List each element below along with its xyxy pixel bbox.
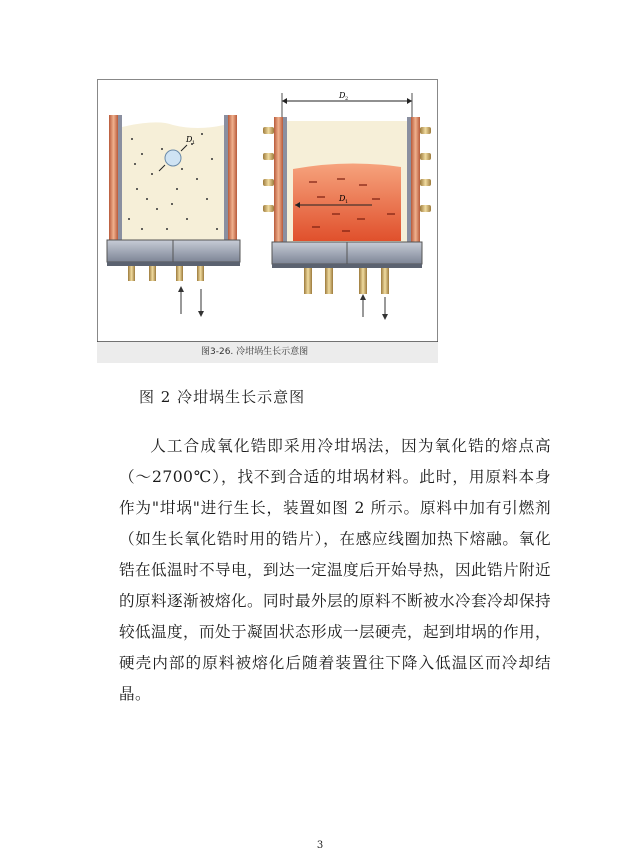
svg-text:1: 1 — [345, 199, 349, 205]
figure-caption: 图 2 冷坩埚生长示意图 — [139, 388, 306, 406]
page-number: 3 — [316, 840, 324, 851]
crucible-figure — [97, 79, 438, 363]
svg-text:1: 1 — [192, 140, 196, 146]
figure-inner-caption: 图3-26. 冷坩埚生长示意图 — [201, 347, 309, 357]
label-d1-left: D — [186, 135, 193, 144]
body-text — [119, 431, 551, 710]
paragraph: 人工合成氧化锆即采用冷坩埚法，因为氧化锆的熔点高（～2700℃），找不到合适的坩埚材料。此时，用原料本身作为"坩埚"进行生长，装置如图 2 所示。原料中加有引燃剂（如生长氧化锆时用的锆片），在感应线圈加热下熔融。氧化锆在低温时不导电，到达一定温度后开始导热，因此锆片附近的原料逐渐被熔化。同时最外层的原料不断被水冷套冷却保持较低温度，而处于凝固状态形成一层硬壳，起到坩埚的作用，硬壳内部的原料被熔化后随着装置往下降入低温区而冷却结晶。 — [119, 437, 551, 703]
svg-text:2: 2 — [345, 96, 349, 102]
label-d2: D — [339, 91, 346, 100]
label-d1-right: D — [339, 194, 346, 203]
